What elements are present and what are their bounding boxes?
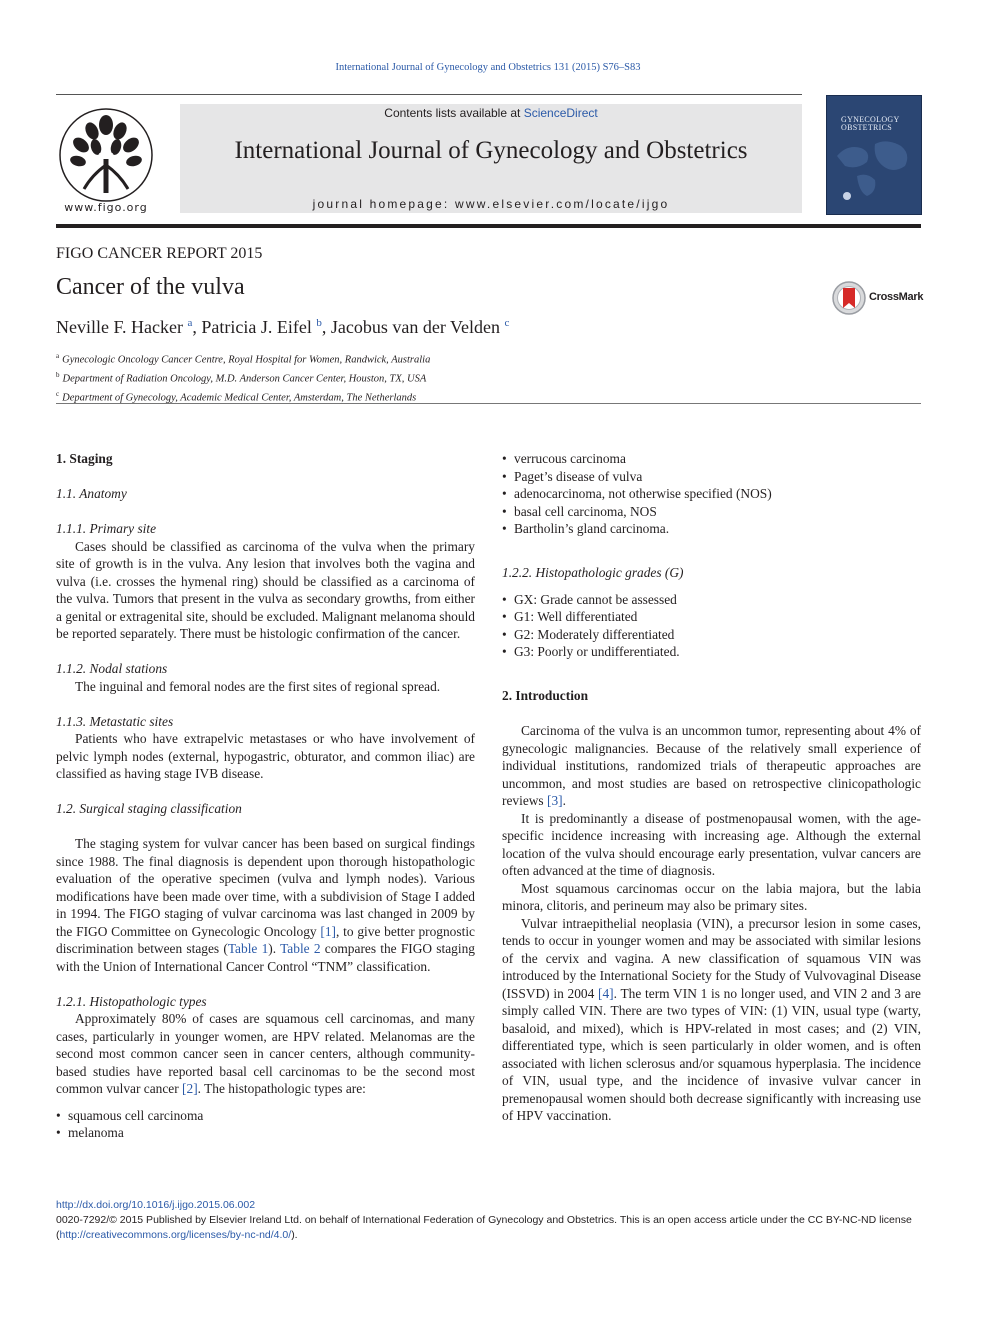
contents-line: Contents lists available at ScienceDirect <box>384 106 598 120</box>
table-link[interactable]: Table 2 <box>280 941 321 956</box>
list-item: • adenocarcinoma, not otherwise specified (NOS) <box>502 485 921 503</box>
journal-cover-image <box>826 95 922 215</box>
paragraph-introduction: Vulvar intraepithelial neoplasia (VIN), a precursor lesion in some cases, tends to occur in younger women and may be associated with similar lesions of the cervix and vagina. A new classification of squamous VIN was introduced by the International Society for the Study of Vulvovaginal Disease (ISSVD) in 2004 [4]. The term VIN 1 is no longer used, and VIN 2 and 3 are simply called VIN. There are two types of VIN: (1) VIN, usual type (warty, basaloid, and mixed), which is HPV-related in most cases; and (2) VIN, differentiated type, which is seen particularly in older women, and is often associated with lichen sclerosus and/or squamous hyperplasia. The incidence of VIN, usual type, and the incidence of invasive vulvar cancer in premenopausal women should both decrease significantly with increasing use of HPV vaccination. <box>502 915 922 1123</box>
paragraph-surgical-staging: The staging system for vulvar cancer has been based on surgical findings since 1988. The final diagnosis is dependent upon thorough histopathologic evaluation of the operative specimen (vulva and lymph nodes). Various modifications have been made over time, with a subdivision of Stage I added in 1994. The FIGO staging of vulvar carcinoma was last changed in 2009 by the FIGO Committee on Gynecologic Oncology [1], to give better prognostic discrimination between stages (Table 1). Table 2 compares the FIGO staging with the Union of International Cancer Control “TNM” classification. <box>56 836 475 974</box>
crossmark-label[interactable]: CrossMark <box>869 291 924 303</box>
section-heading-introduction: 2. Introduction <box>502 688 589 703</box>
types-list <box>56 1107 475 1142</box>
author-list: Neville F. Hacker $^a$, Patricia J. Eifel $^b$, Jacobus van der Velden $^c$ <box>56 317 510 337</box>
paragraph-histopathologic-types: Approximately 80% of cases are squamous cell carcinomas, and many cases, particularly in younger women, are HPV related. Melanomas are the second most common cancer seen in cancer centers, although community-based studies have reported basal cell carcinomas to be the second most common vulvar cancer [2]. The histopathologic types are: <box>56 1011 475 1096</box>
journal-banner <box>180 104 802 213</box>
report-label: FIGO CANCER REPORT 2015 <box>56 245 263 262</box>
license-link[interactable]: http://creativecommons.org/licenses/by-nc-nd/4.0/ <box>59 1229 292 1241</box>
section-heading-staging: 1. Staging <box>56 451 113 466</box>
author-name[interactable]: Patricia J. Eifel <box>201 317 312 337</box>
list-item: • Bartholin’s gland carcinoma. <box>502 520 921 538</box>
paragraph-nodal-stations: The inguinal and femoral nodes are the first sites of regional spread. <box>75 678 441 694</box>
subsection-heading-primary-site: 1.1.1. Primary site <box>56 521 157 536</box>
list-item: • Paget’s disease of vulva <box>502 468 921 486</box>
list-item: • basal cell carcinoma, NOS <box>502 503 921 521</box>
subsection-heading-nodal-stations: 1.1.2. Nodal stations <box>56 661 168 676</box>
affiliation-marker[interactable]: b <box>316 317 322 329</box>
figo-url: www.figo.org <box>64 201 148 214</box>
page-footer: http://dx.doi.org/10.1016/j.ijgo.2015.06.002 0020-7292/© 2015 Published by Elsevier Ireland Ltd. on behalf of International Federation of Gynecology and Obstetrics. This is an open access article under the CC BY-NC-ND license (http://creativecommons.org/licenses/by-nc-nd/4.0/). <box>56 1198 926 1243</box>
subsection-heading-anatomy: 1.1. Anatomy <box>56 486 127 501</box>
subsection-heading-histopathologic-grades: 1.2.2. Histopathologic grades (G) <box>502 565 684 580</box>
section-rule <box>56 403 921 404</box>
author-name[interactable]: Neville F. Hacker <box>56 317 184 337</box>
author-name[interactable]: Jacobus van der Velden <box>330 317 500 337</box>
subsection-heading-metastatic-sites: 1.1.3. Metastatic sites <box>56 713 174 729</box>
journal-title: International Journal of Gynecology and Obstetrics <box>234 137 748 164</box>
affiliation-item: $^b$ Department of Radiation Oncology, M.D. Anderson Cancer Center, Houston, TX, USA <box>56 371 427 385</box>
figo-logo-icon <box>54 103 158 215</box>
left-column <box>56 450 475 1142</box>
article-title: Cancer of the vulva <box>56 274 245 300</box>
list-item: • melanoma <box>56 1124 475 1142</box>
journal-homepage[interactable]: journal homepage: www.elsevier.com/locate/ijgo <box>312 197 670 211</box>
sciencedirect-link[interactable]: ScienceDirect <box>523 106 598 120</box>
paragraph-metastatic-sites: Patients who have extrapelvic metastases or who have involvement of pelvic lymph nodes (external, hypogastric, obturator, and common iliac) are classified as having stage IVB disease. <box>56 731 475 781</box>
affiliation-marker[interactable]: c <box>504 317 510 329</box>
right-column <box>502 450 921 1125</box>
subsection-heading-histopathologic-types: 1.2.1. Histopathologic types <box>56 993 207 1009</box>
reference-link[interactable]: [4] <box>598 985 614 1001</box>
affiliation-marker[interactable]: a <box>187 317 193 329</box>
reference-link[interactable]: [2] <box>182 1081 198 1096</box>
affiliation-item: $^c$ Department of Gynecology, Academic Medical Center, Amsterdam, The Netherlands <box>56 390 417 404</box>
subsection-heading-surgical-staging: 1.2. Surgical staging classification <box>56 801 242 816</box>
list-item: • G3: Poorly or undifferentiated. <box>502 643 921 661</box>
paragraph-introduction: It is predominantly a disease of postmenopausal women, with the age-specific incidence increasing with increasing age. Although the external location of the vulva should encourage early presentation, vulvar cancers are often advanced at the time of diagnosis. <box>502 810 921 878</box>
reference-link[interactable]: [3] <box>547 793 563 808</box>
affiliations <box>56 349 430 406</box>
affiliation-item: $^a$ Gynecologic Oncology Cancer Centre, Royal Hospital for Women, Randwick, Australia <box>56 352 431 366</box>
list-item: • G1: Well differentiated <box>502 608 921 626</box>
paragraph-introduction: Most squamous carcinomas occur on the labia majora, but the labia minora, clitoris, and perineum may also be primary sites. <box>502 880 921 913</box>
types-list-continued <box>502 450 921 538</box>
grades-list <box>502 591 921 661</box>
list-item: • squamous cell carcinoma <box>56 1107 475 1125</box>
list-item: • verrucous carcinoma <box>502 450 921 468</box>
doi-link[interactable]: http://dx.doi.org/10.1016/j.ijgo.2015.06.002 <box>56 1199 256 1211</box>
table-link[interactable]: Table 1 <box>227 941 269 956</box>
paragraph-primary-site: Cases should be classified as carcinoma of the vulva when the primary site of growth is in the vulva. Any lesion that involves both the vagina and vulva (i.e. crosses the hymenal ring) should be classified as a carcinoma of the vulva. Tumors that present in the vulva as secondary growths, from either a genital or extragenital site, should be excluded. Malignant melanoma should be reported separately. There must be histologic confirmation of the cancer. <box>56 538 475 641</box>
reference-link[interactable]: [1] <box>320 923 337 939</box>
journal-citation[interactable]: International Journal of Gynecology and Obstetrics 131 (2015) S76–S83 <box>335 62 641 73</box>
header-thick-rule <box>56 224 921 228</box>
list-item: • GX: Grade cannot be assessed <box>502 591 921 609</box>
header-rule <box>56 94 802 95</box>
paragraph-introduction: Carcinoma of the vulva is an uncommon tumor, representing about 4% of gynecologic malignancies. Because of the relatively small experience of individual institutions, randomized trials of therapeutic approaches are uncommon, and most studies are based on retrospective clinicopathologic reviews [3]. <box>502 723 921 808</box>
license-text: 0020-7292/© 2015 Published by Elsevier Ireland Ltd. on behalf of International Federation of Gynecology and Obstetrics. This is an open access article under the CC BY-NC-ND license <box>56 1214 912 1226</box>
cover-title: GYNECOLOGY OBSTETRICS <box>841 115 900 132</box>
list-item: • G2: Moderately differentiated <box>502 626 921 644</box>
